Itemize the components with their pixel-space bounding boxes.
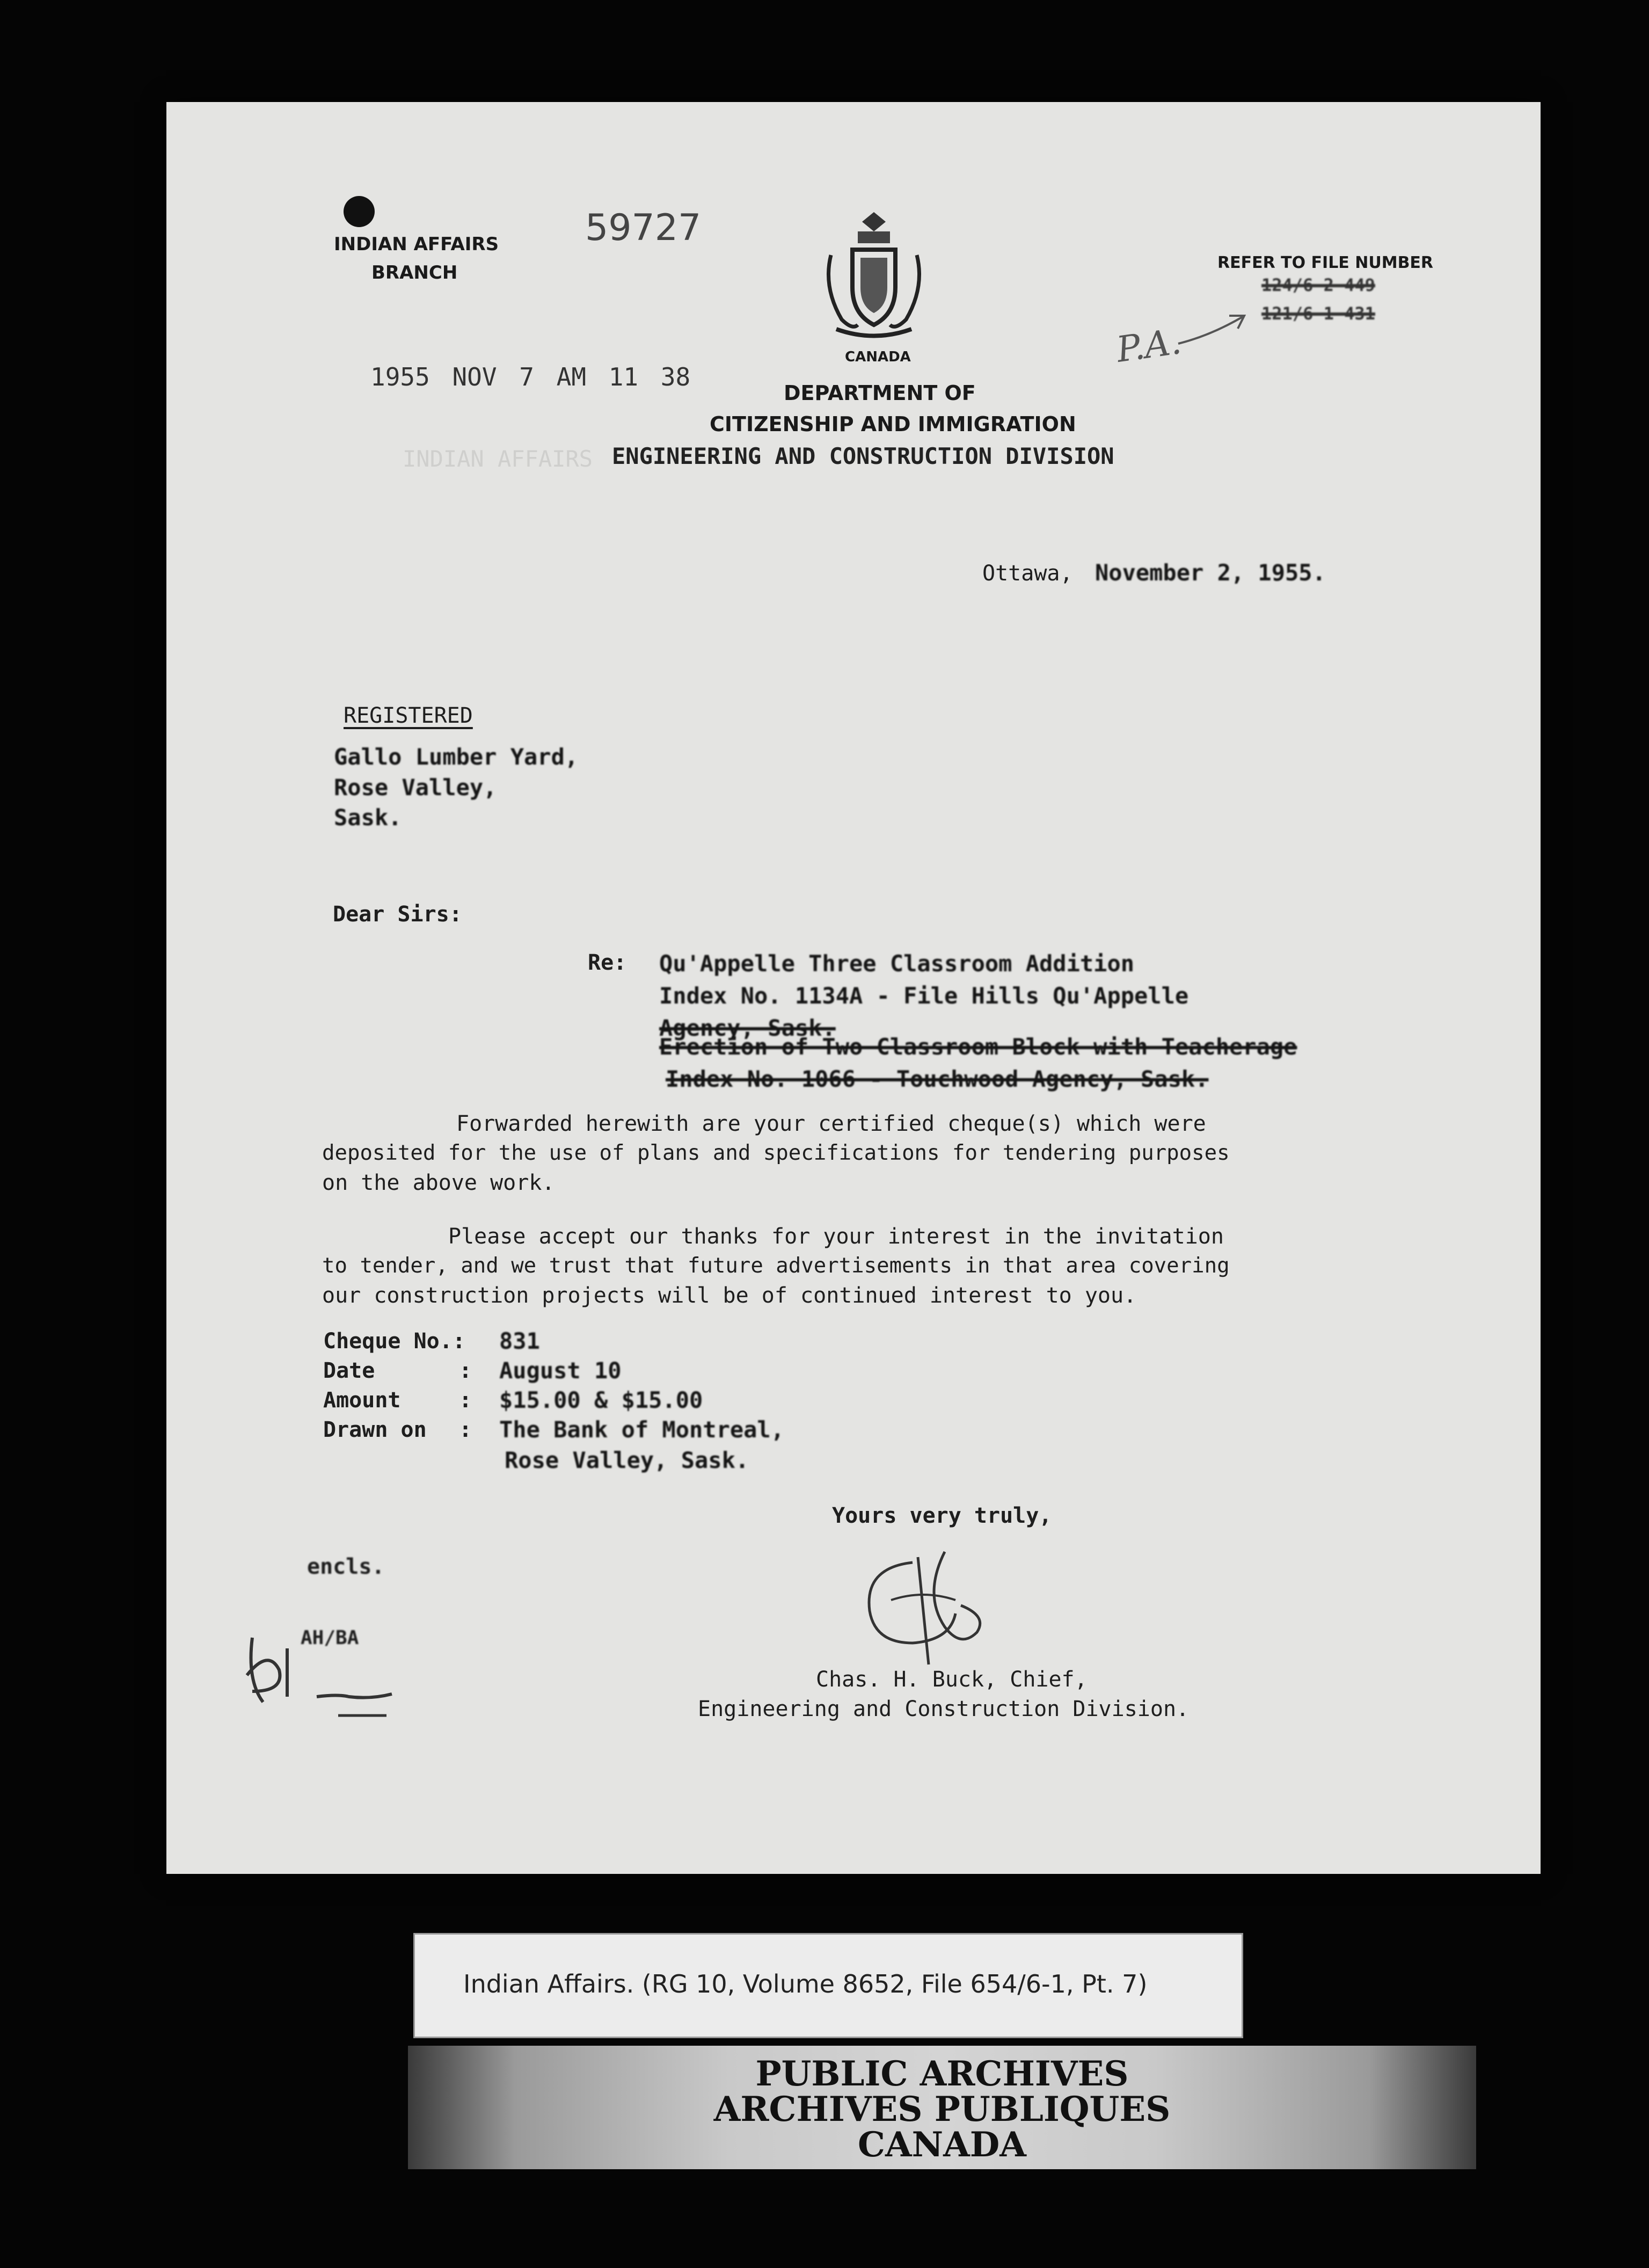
salutation: Dear Sirs: [333,902,462,927]
signer-name: Chas. H. Buck, Chief, [816,1667,1088,1692]
drawn-colon: : [459,1418,472,1442]
archive-reference: Indian Affairs. (RG 10, Volume 8652, File 654/6-1, Pt. 7) [463,1969,1148,1998]
letter-page [166,102,1541,1874]
para2-line3: our construction projects will be of continued interest to you. [322,1283,1137,1308]
re-line2: Index No. 1134A - File Hills Qu'Appelle [659,983,1189,1009]
stamp-number: 59727 [585,207,702,249]
para1-line1: Forwarded herewith are your certified cheque(s) which were [456,1111,1206,1136]
refer-file-1: 124/6-2-449 [1261,275,1375,295]
archive-line2: ARCHIVES PUBLIQUES [713,2089,1171,2129]
signature-icon [832,1541,1004,1681]
typist-initials: AH/BA [301,1627,359,1649]
closing: Yours very truly, [832,1503,1052,1528]
date-value: August 10 [499,1357,622,1384]
division-label: ENGINEERING AND CONSTRUCTION DIVISION [612,443,1114,469]
drawn-value2: Rose Valley, Sask. [505,1447,749,1473]
para2-line1: Please accept our thanks for your interest in the invitation [448,1224,1224,1249]
archive-line1: PUBLIC ARCHIVES [755,2054,1129,2094]
public-archives-band [408,2046,1476,2169]
para2-line2: to tender, and we trust that future advertisements in that area covering [322,1254,1230,1278]
address-line3: Sask. [334,804,402,831]
archive-stamp [408,2056,1476,2163]
handwritten-note: P.A. [1114,320,1184,371]
country-label: CANADA [845,349,911,365]
address-line1: Gallo Lumber Yard, [334,744,579,770]
re-line3: Agency, Sask. [659,1015,836,1041]
re-label: Re: [588,950,627,975]
address-line2: Rose Valley, [334,774,497,801]
coat-of-arms-icon [820,207,928,341]
signer-title: Engineering and Construction Division. [698,1697,1190,1721]
faint-stamp: INDIAN AFFAIRS [403,446,593,472]
date-colon: : [459,1358,472,1383]
letter-date: November 2, 1955. [1095,559,1326,586]
arrow-icon [1176,306,1251,349]
drawn-value1: The Bank of Montreal, [499,1416,785,1443]
cheque-label: Cheque No.: [323,1329,465,1354]
amount-colon: : [459,1388,472,1413]
refer-file-2: 121/6-1-431 [1261,303,1375,324]
branch-line2: BRANCH [371,262,458,284]
archive-reference-strip [413,1933,1243,2038]
enclosure: encls. [307,1554,385,1579]
para1-line2: deposited for the use of plans and specifications for tendering purposes [322,1141,1230,1165]
drawn-label: Drawn on [323,1418,427,1442]
re-line4: Erection of Two Classroom Block with Teacherage [659,1034,1297,1060]
hole-punch-mark [344,196,375,227]
received-stamp: 1955 NOV 7 AM 11 38 [370,362,691,391]
re-line1: Qu'Appelle Three Classroom Addition [659,950,1135,977]
cheque-value: 831 [499,1328,540,1354]
amount-value: $15.00 & $15.00 [499,1387,703,1413]
refer-label: REFER TO FILE NUMBER [1217,253,1434,272]
para1-line3: on the above work. [322,1171,555,1195]
amount-label: Amount [323,1388,401,1413]
branch-line1: INDIAN AFFAIRS [334,234,499,255]
department-line2: CITIZENSHIP AND IMMIGRATION [710,412,1076,436]
letter-place: Ottawa, [982,561,1073,586]
department-line1: DEPARTMENT OF [784,381,976,405]
archive-line3: CANADA [858,2125,1026,2165]
re-line5: Index No. 1066 - Touchwood Agency, Sask. [666,1066,1209,1092]
registered-label: REGISTERED [344,703,473,728]
date-label: Date [323,1358,375,1383]
